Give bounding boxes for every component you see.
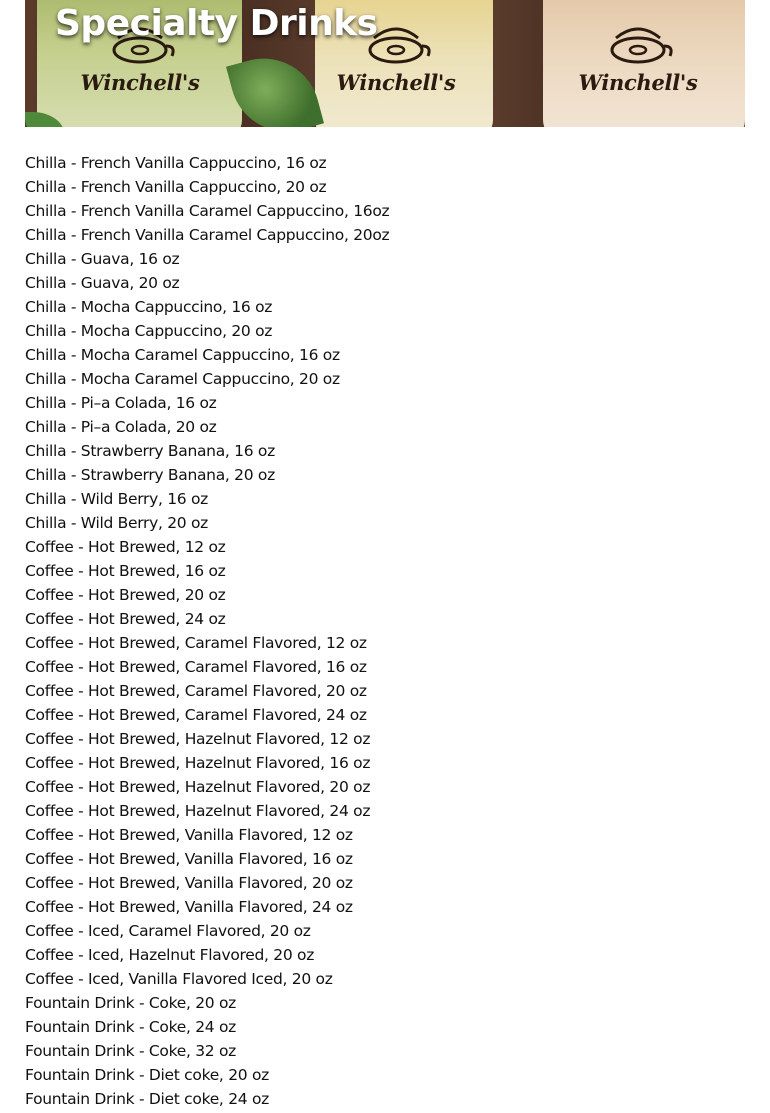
menu-item: Chilla - French Vanilla Cappuccino, 20 oz (25, 178, 327, 196)
menu-item: Fountain Drink - Diet coke, 24 oz (25, 1090, 269, 1108)
page-title: Specialty Drinks (55, 3, 378, 44)
menu-item: Coffee - Hot Brewed, 12 oz (25, 538, 226, 556)
menu-item: Chilla - Pi–a Colada, 16 oz (25, 394, 217, 412)
winchells-wordmark: Winchell's (80, 70, 200, 95)
menu-item: Chilla - Mocha Cappuccino, 16 oz (25, 298, 273, 316)
menu-item: Chilla - Mocha Caramel Cappuccino, 16 oz (25, 346, 340, 364)
menu-item: Coffee - Hot Brewed, Hazelnut Flavored, 12 oz (25, 730, 371, 748)
drink-menu-list (25, 151, 389, 1111)
menu-item: Chilla - Strawberry Banana, 20 oz (25, 466, 275, 484)
winchells-wordmark: Winchell's (578, 70, 698, 95)
menu-item: Fountain Drink - Coke, 24 oz (25, 1018, 236, 1036)
menu-item: Coffee - Hot Brewed, Hazelnut Flavored, 20 oz (25, 778, 371, 796)
menu-item: Coffee - Hot Brewed, Vanilla Flavored, 20 oz (25, 874, 353, 892)
menu-item: Chilla - Wild Berry, 20 oz (25, 514, 209, 532)
menu-item: Chilla - French Vanilla Caramel Cappuccino, 16oz (25, 202, 390, 220)
menu-item: Chilla - Pi–a Colada, 20 oz (25, 418, 217, 436)
menu-item: Coffee - Hot Brewed, Caramel Flavored, 16 oz (25, 658, 367, 676)
menu-item: Chilla - Mocha Caramel Cappuccino, 20 oz (25, 370, 340, 388)
menu-item: Coffee - Hot Brewed, Hazelnut Flavored, 24 oz (25, 802, 371, 820)
specialty-drinks-banner (25, 0, 745, 127)
menu-item: Chilla - French Vanilla Cappuccino, 16 oz (25, 154, 327, 172)
menu-item: Fountain Drink - Coke, 20 oz (25, 994, 236, 1012)
menu-item: Coffee - Iced, Caramel Flavored, 20 oz (25, 922, 311, 940)
menu-item: Fountain Drink - Diet coke, 20 oz (25, 1066, 269, 1084)
donut-cup-icon (598, 16, 678, 68)
menu-item: Chilla - French Vanilla Caramel Cappuccino, 20oz (25, 226, 390, 244)
menu-item: Coffee - Iced, Hazelnut Flavored, 20 oz (25, 946, 315, 964)
menu-item: Coffee - Iced, Vanilla Flavored Iced, 20 oz (25, 970, 333, 988)
menu-item: Coffee - Hot Brewed, 20 oz (25, 586, 226, 604)
menu-item: Chilla - Guava, 20 oz (25, 274, 180, 292)
menu-item: Coffee - Hot Brewed, Hazelnut Flavored, 16 oz (25, 754, 371, 772)
menu-item: Coffee - Hot Brewed, Vanilla Flavored, 12 oz (25, 826, 353, 844)
menu-item: Fountain Drink - Coke, 32 oz (25, 1042, 236, 1060)
menu-item: Chilla - Mocha Cappuccino, 20 oz (25, 322, 273, 340)
menu-item: Chilla - Guava, 16 oz (25, 250, 180, 268)
menu-item: Coffee - Hot Brewed, Vanilla Flavored, 24 oz (25, 898, 353, 916)
menu-item: Coffee - Hot Brewed, Caramel Flavored, 20 oz (25, 682, 367, 700)
winchells-logo (563, 16, 713, 116)
menu-item: Coffee - Hot Brewed, Caramel Flavored, 12 oz (25, 634, 367, 652)
menu-item: Chilla - Strawberry Banana, 16 oz (25, 442, 275, 460)
menu-item: Coffee - Hot Brewed, 24 oz (25, 610, 226, 628)
menu-item: Coffee - Hot Brewed, Vanilla Flavored, 16 oz (25, 850, 353, 868)
menu-item: Coffee - Hot Brewed, 16 oz (25, 562, 226, 580)
winchells-wordmark: Winchell's (336, 70, 456, 95)
menu-item: Chilla - Wild Berry, 16 oz (25, 490, 209, 508)
menu-item: Coffee - Hot Brewed, Caramel Flavored, 24 oz (25, 706, 367, 724)
